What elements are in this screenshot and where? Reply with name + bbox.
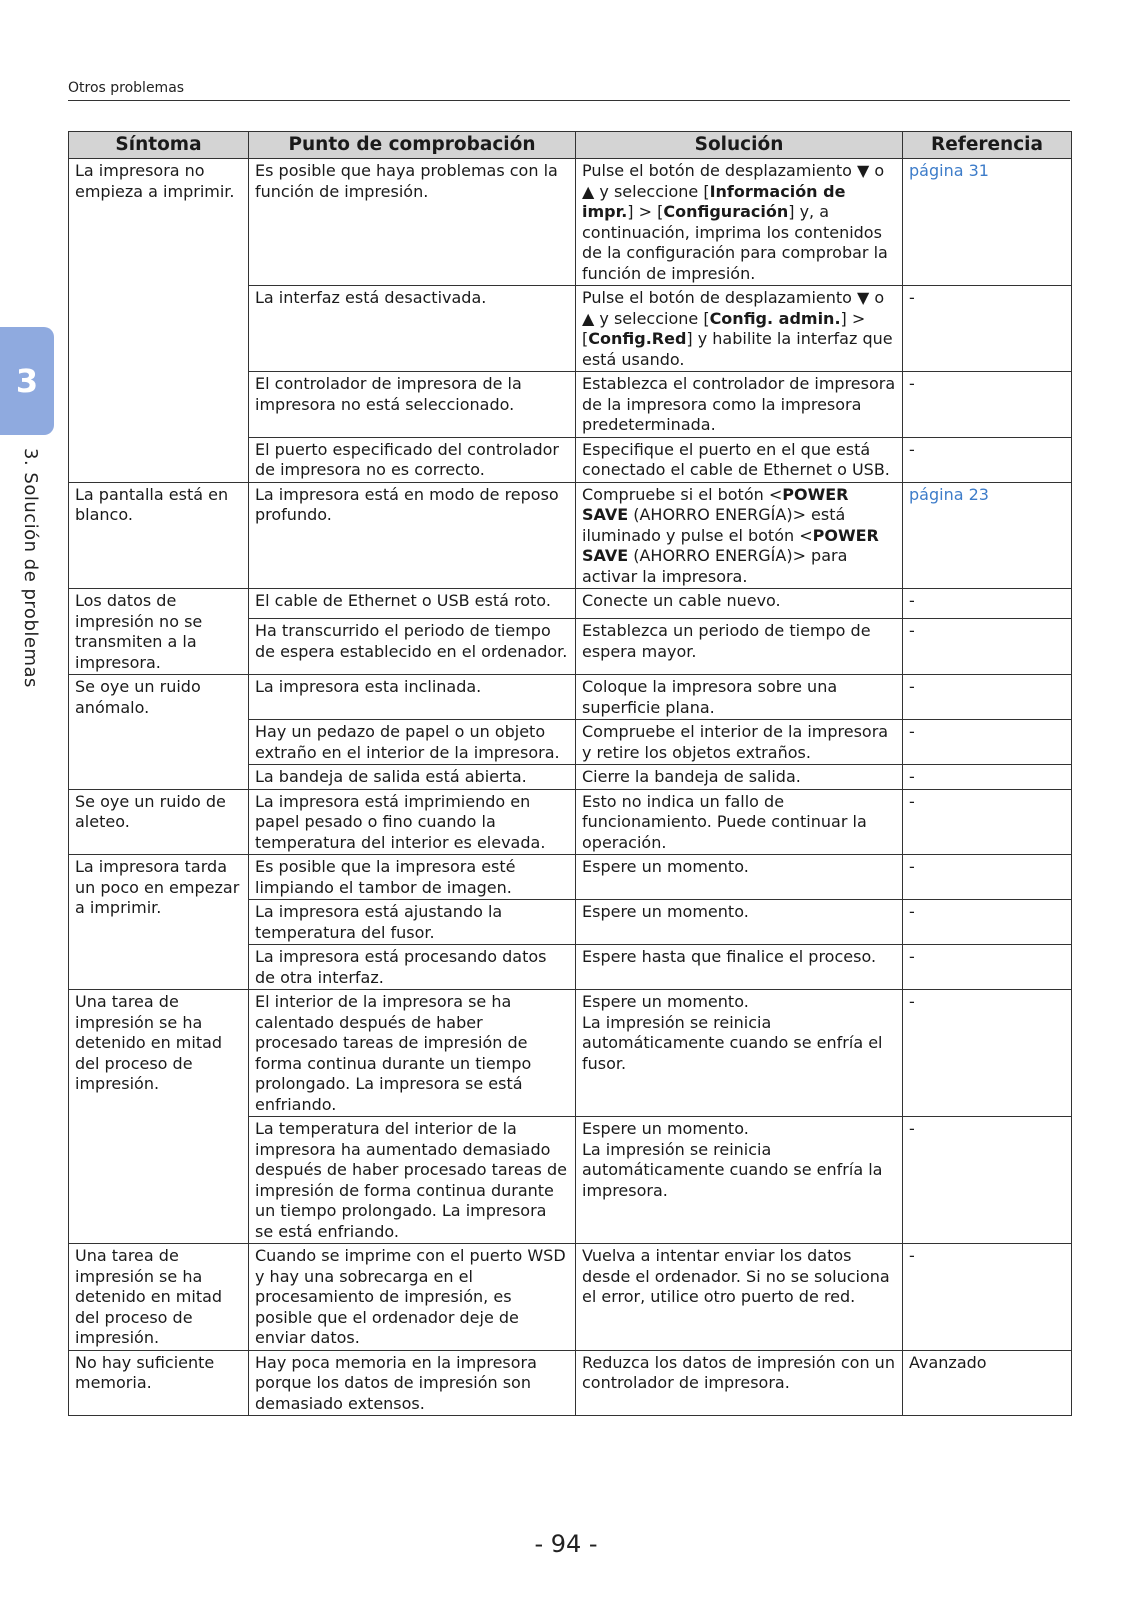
reference-cell: [903, 855, 1072, 900]
reference-text: -: [909, 992, 915, 1011]
chapter-number: 3: [15, 362, 39, 400]
solution-cell: [576, 789, 903, 855]
check-cell: La impresora está ajustando la temperatura del fusor.: [249, 900, 576, 945]
solution-cell: [576, 1350, 903, 1416]
column-header-reference: Referencia: [903, 132, 1072, 159]
solution-emphasis: Config. admin.: [709, 308, 841, 328]
reference-cell: [903, 159, 1072, 286]
solution-cell: [576, 286, 903, 372]
solution-text: Espere un momento. La impresión se reinicia automáticamente cuando se enfría el fusor.: [582, 992, 883, 1073]
column-header-symptom: Síntoma: [69, 132, 249, 159]
solution-cell: [576, 589, 903, 619]
check-cell: El cable de Ethernet o USB está roto.: [249, 589, 576, 619]
solution-text: ] y habilite la interfaz que está usando.: [582, 329, 893, 369]
check-cell: El interior de la impresora se ha calentado después de haber procesado tareas de impresión de forma continua durante un tiempo prolongado. La impresora se está enfriando.: [249, 990, 576, 1117]
check-cell: Ha transcurrido el periodo de tiempo de espera establecido en el ordenador.: [249, 619, 576, 675]
check-cell: La impresora esta inclinada.: [249, 675, 576, 720]
reference-link[interactable]: página 31: [909, 161, 989, 180]
column-header-check: Punto de comprobación: [249, 132, 576, 159]
reference-cell: [903, 589, 1072, 619]
solution-cell: [576, 1244, 903, 1351]
symptom-cell: Los datos de impresión no se transmiten a la impresora.: [69, 589, 249, 675]
reference-text: -: [909, 591, 915, 610]
reference-link[interactable]: página 23: [909, 484, 989, 504]
solution-text: Conecte un cable nuevo.: [582, 591, 781, 610]
symptom-cell: Una tarea de impresión se ha detenido en mitad del proceso de impresión.: [69, 990, 249, 1244]
solution-cell: [576, 1117, 903, 1244]
check-cell: El controlador de impresora de la impresora no está seleccionado.: [249, 372, 576, 438]
solution-text: ] y, a continuación, imprima los contenidos de la configuración para comprobar la función de impresión.: [582, 202, 888, 283]
solution-text: Pulse el botón de desplazamiento ▼ o ▲ y seleccione [: [582, 161, 885, 201]
reference-cell: [903, 1350, 1072, 1416]
table-row: [69, 1244, 1072, 1351]
reference-cell: [903, 990, 1072, 1117]
solution-cell: [576, 675, 903, 720]
solution-text: Vuelva a intentar enviar los datos desde el ordenador. Si no se soluciona el error, utilice otro puerto de red.: [582, 1246, 890, 1306]
column-header-solution: Solución: [576, 132, 903, 159]
section-header: Otros problemas: [68, 80, 185, 96]
reference-text: -: [909, 722, 915, 741]
solution-cell: [576, 855, 903, 900]
solution-emphasis: Config.Red: [588, 329, 687, 348]
reference-cell: [903, 720, 1072, 765]
reference-cell: [903, 900, 1072, 945]
solution-cell: [576, 720, 903, 765]
solution-text: (AHORRO ENERGÍA)> para activar la impresora.: [582, 546, 848, 586]
solution-text: Especifique el puerto en el que está conectado el cable de Ethernet o USB.: [582, 439, 890, 479]
solution-cell: [576, 619, 903, 675]
solution-text: Cierre la bandeja de salida.: [582, 767, 801, 786]
solution-cell: [576, 159, 903, 286]
solution-text: Reduzca los datos de impresión con un controlador de impresora.: [582, 1352, 895, 1392]
solution-cell: [576, 945, 903, 990]
check-cell: La interfaz está desactivada.: [249, 286, 576, 372]
check-cell: Hay poca memoria en la impresora porque los datos de impresión son demasiado extensos.: [249, 1350, 576, 1416]
check-cell: Hay un pedazo de papel o un objeto extraño en el interior de la impresora.: [249, 720, 576, 765]
check-cell: La bandeja de salida está abierta.: [249, 765, 576, 790]
table-row: [69, 1350, 1072, 1416]
solution-cell: [576, 765, 903, 790]
reference-text: -: [909, 902, 915, 921]
symptom-cell: La pantalla está en blanco.: [69, 482, 249, 589]
reference-text: -: [909, 767, 915, 786]
solution-text: Pulse el botón de desplazamiento ▼ o ▲ y seleccione [: [582, 288, 885, 328]
solution-text: Espere un momento.: [582, 857, 749, 876]
reference-text: -: [909, 621, 915, 641]
header-divider: [68, 100, 1070, 101]
solution-text: Esto no indica un fallo de funcionamiento. Puede continuar la operación.: [582, 791, 867, 852]
reference-text: -: [909, 1246, 915, 1265]
reference-text: -: [909, 288, 915, 307]
solution-text: Compruebe si el botón <: [582, 484, 783, 504]
solution-emphasis: POWER SAVE: [582, 484, 849, 524]
reference-cell: [903, 675, 1072, 720]
reference-text: -: [909, 439, 915, 459]
solution-text: Compruebe el interior de la impresora y retire los objetos extraños.: [582, 722, 889, 762]
solution-cell: [576, 990, 903, 1117]
check-cell: Es posible que haya problemas con la función de impresión.: [249, 159, 576, 286]
reference-text: Avanzado: [909, 1352, 987, 1372]
solution-cell: [576, 372, 903, 438]
check-cell: La impresora está procesando datos de otra interfaz.: [249, 945, 576, 990]
chapter-side-title: 3. Solución de problemas: [20, 448, 41, 688]
reference-cell: [903, 286, 1072, 372]
symptom-cell: La impresora tarda un poco en empezar a imprimir.: [69, 855, 249, 990]
solution-text: Establezca el controlador de impresora de la impresora como la impresora predeterminada.: [582, 374, 896, 434]
table-row: [69, 482, 1072, 589]
table-row: [69, 990, 1072, 1117]
solution-text: Espere hasta que finalice el proceso.: [582, 947, 877, 966]
check-cell: Cuando se imprime con el puerto WSD y hay una sobrecarga en el procesamiento de impresión, es posible que el ordenador deje de enviar datos.: [249, 1244, 576, 1351]
reference-cell: [903, 1244, 1072, 1351]
symptom-cell: Una tarea de impresión se ha detenido en mitad del proceso de impresión.: [69, 1244, 249, 1351]
solution-text: ] > [: [582, 308, 866, 348]
check-cell: Es posible que la impresora esté limpiando el tambor de imagen.: [249, 855, 576, 900]
solution-emphasis: Configuración: [663, 202, 789, 221]
page-number: - 94 -: [534, 1530, 598, 1558]
solution-text: Establezca un periodo de tiempo de espera mayor.: [582, 621, 871, 661]
reference-cell: [903, 482, 1072, 589]
chapter-tab: [0, 327, 54, 435]
reference-text: -: [909, 791, 915, 811]
solution-text: ] > [: [627, 202, 664, 221]
solution-text: (AHORRO ENERGÍA)> está iluminado y pulse el botón <: [582, 505, 846, 545]
table-row: [69, 159, 1072, 286]
table-header-row: [69, 132, 1072, 159]
reference-cell: [903, 619, 1072, 675]
reference-cell: [903, 437, 1072, 482]
reference-cell: [903, 765, 1072, 790]
reference-cell: [903, 1117, 1072, 1244]
troubleshooting-table: [68, 131, 1072, 1416]
solution-emphasis: Información de impr.: [582, 181, 846, 221]
reference-text: -: [909, 857, 915, 876]
reference-text: -: [909, 677, 915, 696]
check-cell: La impresora está imprimiendo en papel pesado o fino cuando la temperatura del interior es elevada.: [249, 789, 576, 855]
reference-cell: [903, 372, 1072, 438]
solution-cell: [576, 437, 903, 482]
table-row: [69, 855, 1072, 900]
solution-emphasis: POWER SAVE: [582, 525, 879, 565]
table-row: [69, 675, 1072, 720]
solution-text: Coloque la impresora sobre una superficie plana.: [582, 677, 838, 717]
symptom-cell: Se oye un ruido de aleteo.: [69, 789, 249, 855]
table-row: [69, 589, 1072, 619]
solution-text: Espere un momento. La impresión se reinicia automáticamente cuando se enfría la impresora.: [582, 1119, 883, 1200]
check-cell: La impresora está en modo de reposo profundo.: [249, 482, 576, 589]
symptom-cell: La impresora no empieza a imprimir.: [69, 159, 249, 483]
reference-text: -: [909, 1119, 915, 1138]
table-row: [69, 789, 1072, 855]
solution-cell: [576, 482, 903, 589]
symptom-cell: No hay suficiente memoria.: [69, 1350, 249, 1416]
solution-cell: [576, 900, 903, 945]
reference-cell: [903, 789, 1072, 855]
reference-text: -: [909, 374, 915, 393]
reference-text: -: [909, 947, 915, 966]
reference-cell: [903, 945, 1072, 990]
check-cell: La temperatura del interior de la impresora ha aumentado demasiado después de haber procesado tareas de impresión de forma continua durante un tiempo prolongado. La impresora se está enfriando.: [249, 1117, 576, 1244]
symptom-cell: Se oye un ruido anómalo.: [69, 675, 249, 790]
table-body: [69, 159, 1072, 1416]
check-cell: El puerto especificado del controlador de impresora no es correcto.: [249, 437, 576, 482]
solution-text: Espere un momento.: [582, 902, 749, 921]
